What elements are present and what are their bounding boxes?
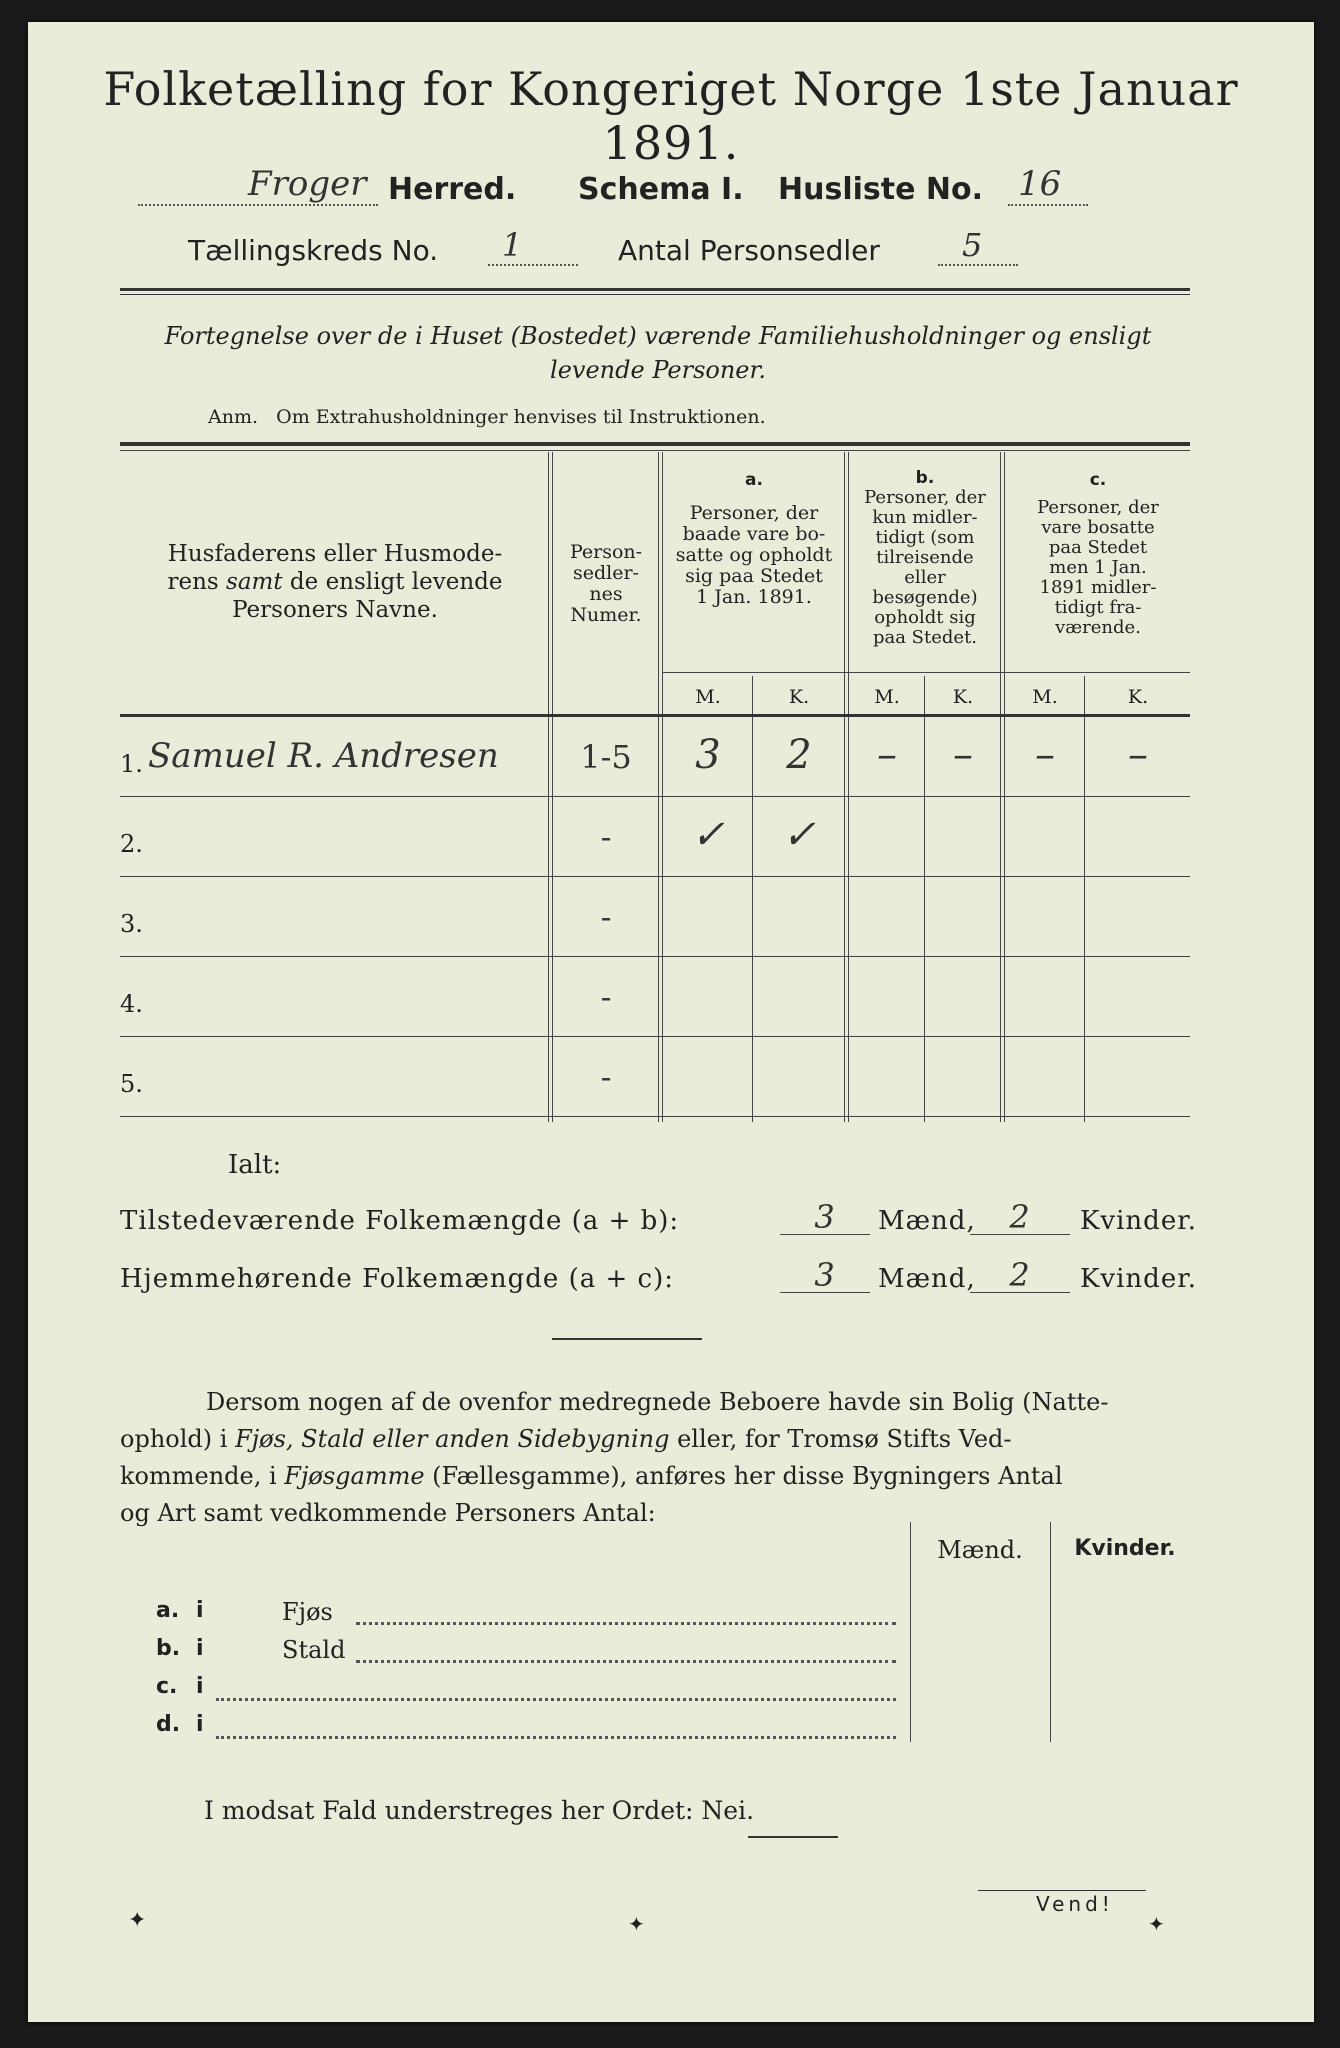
- col-a-header: a. Personer, der baade vare bo- satte og opholdt sig paa Stedet 1 Jan. 1891.: [664, 470, 844, 608]
- husliste-label: Husliste No.: [778, 172, 983, 207]
- row-count-ak: ✓: [782, 812, 816, 858]
- punch-mark-icon: ✦: [628, 1912, 645, 1936]
- hjemme-maend-label: Mænd,: [878, 1264, 976, 1294]
- building-dotted-leader: [216, 1736, 896, 1739]
- table-row: [120, 1044, 1190, 1124]
- row-count-am: 3: [695, 732, 721, 778]
- building-row: [156, 1674, 896, 1710]
- row-number: 4.: [120, 990, 143, 1018]
- col-b-text-line: Personer, der: [864, 487, 986, 508]
- antal-value: 5: [962, 226, 983, 264]
- herred-value: Froger: [248, 164, 367, 204]
- col-b-text-line: tidigt (som: [875, 527, 975, 548]
- row-count-ak: 2: [786, 732, 812, 778]
- hjemme-kvinder-label: Kvinder.: [1080, 1264, 1198, 1294]
- table-row: [120, 804, 1190, 884]
- section-separator: [552, 1338, 702, 1340]
- row-count-cm: –: [1035, 732, 1055, 778]
- col-a-k: K.: [788, 686, 810, 708]
- header-rule: [120, 288, 1190, 291]
- header-line-1: [138, 164, 1198, 210]
- col-b-text-line: eller: [904, 567, 946, 588]
- col-b-m: M.: [874, 686, 900, 708]
- intro-line-1: Fortegnelse over de i Huset (Bostedet) værende Familiehusholdninger og ensligt: [164, 322, 1152, 350]
- row-number: 2.: [120, 830, 143, 858]
- row-rule: [120, 876, 1190, 877]
- building-i: i: [196, 1636, 204, 1661]
- col-c-text-line: paa Stedet: [1048, 537, 1148, 558]
- row-person-number: -: [600, 1058, 612, 1096]
- tilstede-label: Tilstedeværende Folkemængde (a + b):: [120, 1206, 680, 1236]
- row-person-number: -: [600, 978, 612, 1016]
- row-person-number: 1-5: [580, 738, 632, 776]
- husliste-value: 16: [1018, 164, 1062, 204]
- anm-label: Anm.: [208, 406, 259, 428]
- col-a-text-line: sig paa Stedet: [685, 565, 823, 587]
- building-dotted-leader: [216, 1698, 896, 1701]
- note-paragraph: [120, 1384, 1200, 1532]
- col-b-text-line: paa Stedet.: [872, 627, 978, 648]
- col-name-line-1: Husfaderens eller Husmode-: [167, 541, 503, 567]
- kreds-value: 1: [502, 226, 523, 264]
- building-table: [120, 1522, 1200, 1752]
- kreds-label: Tællingskreds No.: [188, 234, 439, 267]
- col-c-text-line: men 1 Jan.: [1049, 557, 1147, 578]
- note-line-1: Dersom nogen af de ovenfor medregnede Beboere havde sin Bolig (Natte-: [206, 1388, 1109, 1416]
- punch-mark-icon: ✦: [128, 1908, 147, 1933]
- building-i: i: [196, 1674, 204, 1699]
- ialt-label: Ialt:: [228, 1150, 282, 1180]
- col-name-line-2: rens samt de ensligt levende: [167, 569, 503, 595]
- col-c-text-line: tidigt fra-: [1054, 597, 1142, 618]
- building-row: [156, 1598, 896, 1634]
- table-row: [120, 724, 1190, 804]
- col-b-text-line: besøgende): [872, 587, 978, 608]
- header-line-2: [188, 226, 1188, 272]
- col-c-k: K.: [1127, 686, 1149, 708]
- building-letter: c.: [156, 1674, 178, 1699]
- table-top-rule-thin: [120, 450, 1190, 451]
- header-bottom-rule: [120, 714, 1190, 717]
- vend-rule: [978, 1890, 1146, 1891]
- row-count-am: ✓: [691, 812, 725, 858]
- modsat-text: I modsat Fald understreges her Ordet: Nei.: [204, 1796, 755, 1825]
- col-c-text-line: vare bosatte: [1041, 517, 1155, 538]
- tilstede-row: [120, 1198, 1200, 1246]
- tilstede-kvinder-value: 2: [970, 1198, 1070, 1235]
- col-a-text-line: Personer, der: [689, 502, 819, 524]
- row-person-number: -: [600, 898, 612, 936]
- col-b-text-line: tilreisende: [876, 547, 974, 568]
- col-b-k: K.: [952, 686, 974, 708]
- census-form-page: [28, 22, 1314, 2022]
- table-top-rule: [120, 442, 1190, 446]
- herred-label: Herred.: [388, 172, 517, 207]
- antal-label: Antal Personsedler: [618, 234, 880, 267]
- tilstede-kvinder-label: Kvinder.: [1080, 1206, 1198, 1236]
- hjemme-maend-value: 3: [780, 1256, 870, 1293]
- col-a-text-line: satte og opholdt: [675, 544, 833, 566]
- header-rule-thin: [120, 294, 1190, 295]
- building-letter: b.: [156, 1636, 181, 1661]
- row-count-bk: –: [953, 732, 973, 778]
- building-row: [156, 1712, 896, 1748]
- tilstede-maend-value: 3: [780, 1198, 870, 1235]
- husliste-field: [1008, 164, 1088, 206]
- tilstede-maend-label: Mænd,: [878, 1206, 976, 1236]
- row-name: Samuel R. Andresen: [148, 736, 499, 776]
- vend-label: Vend!: [1036, 1892, 1114, 1916]
- schema-label: Schema I.: [578, 172, 744, 207]
- building-i: i: [196, 1598, 204, 1623]
- col-name-line-3: Personers Navne.: [232, 597, 438, 623]
- building-letter: d.: [156, 1712, 181, 1737]
- building-dotted-leader: [356, 1660, 896, 1663]
- col-b-header: b. Personer, der kun midler- tidigt (som tilreisende eller besøgende) opholdt sig paa Stedet.: [850, 468, 1000, 648]
- building-label: Stald: [282, 1636, 346, 1664]
- punch-mark-icon: ✦: [1148, 1912, 1165, 1936]
- col-c-text-line: Personer, der: [1037, 497, 1159, 518]
- col-a-text-line: 1 Jan. 1891.: [696, 586, 812, 608]
- anm-note: [208, 406, 766, 428]
- note-line-2: ophold) i Fjøs, Stald eller anden Sidebygning eller, for Tromsø Stifts Ved-: [120, 1425, 1012, 1453]
- sub-header-rule: [662, 672, 1190, 673]
- building-col-maend: Mænd.: [937, 1536, 1023, 1564]
- col-name-header: [130, 540, 540, 624]
- row-number: 1.: [120, 750, 143, 778]
- household-table: [120, 442, 1190, 1122]
- hjemme-kvinder-value: 2: [970, 1256, 1070, 1293]
- antal-field: [938, 226, 1018, 266]
- row-person-number: -: [600, 818, 612, 856]
- building-row: [156, 1636, 896, 1672]
- hjemme-label: Hjemmehørende Folkemængde (a + c):: [120, 1264, 674, 1294]
- row-rule: [120, 1116, 1190, 1117]
- row-count-ck: –: [1128, 732, 1148, 778]
- building-dotted-leader: [356, 1622, 896, 1625]
- row-count-bm: –: [877, 732, 897, 778]
- hjemme-row: [120, 1256, 1200, 1304]
- herred-field: [138, 164, 378, 206]
- row-number: 5.: [120, 1070, 143, 1098]
- nei-underline: [748, 1836, 838, 1838]
- building-label: Fjøs: [282, 1598, 333, 1626]
- note-line-3: kommende, i Fjøsgamme (Fællesgamme), anføres her disse Bygningers Antal: [120, 1462, 1063, 1490]
- col-c-text-line: 1891 midler-: [1039, 577, 1157, 598]
- col-a-text-line: baade vare bo-: [682, 523, 826, 545]
- row-rule: [120, 796, 1190, 797]
- building-i: i: [196, 1712, 204, 1737]
- row-number: 3.: [120, 910, 143, 938]
- kreds-field: [488, 226, 578, 266]
- col-a-m: M.: [695, 686, 721, 708]
- building-col-kvinder: Kvinder.: [1074, 1536, 1176, 1561]
- form-title: Folketælling for Kongeriget Norge 1ste Januar 1891.: [103, 62, 1239, 170]
- col-b-text-line: kun midler-: [872, 507, 978, 528]
- anm-text: Om Extrahusholdninger henvises til Instruktionen.: [276, 406, 766, 428]
- col-c-m: M.: [1032, 686, 1058, 708]
- intro-line-2: levende Personer.: [550, 356, 766, 384]
- col-c-text-line: værende.: [1055, 617, 1141, 638]
- col-num-header: Person- sedler- nes Numer.: [569, 541, 643, 626]
- row-rule: [120, 1036, 1190, 1037]
- table-row: [120, 964, 1190, 1044]
- building-letter: a.: [156, 1598, 180, 1623]
- table-row: [120, 884, 1190, 964]
- note-line-4: og Art samt vedkommende Personers Antal:: [120, 1499, 656, 1527]
- row-rule: [120, 956, 1190, 957]
- col-b-text-line: opholdt sig: [874, 607, 976, 628]
- col-c-header: c. Personer, der vare bosatte paa Stedet men 1 Jan. 1891 midler- tidigt fra- værende.: [1006, 470, 1190, 638]
